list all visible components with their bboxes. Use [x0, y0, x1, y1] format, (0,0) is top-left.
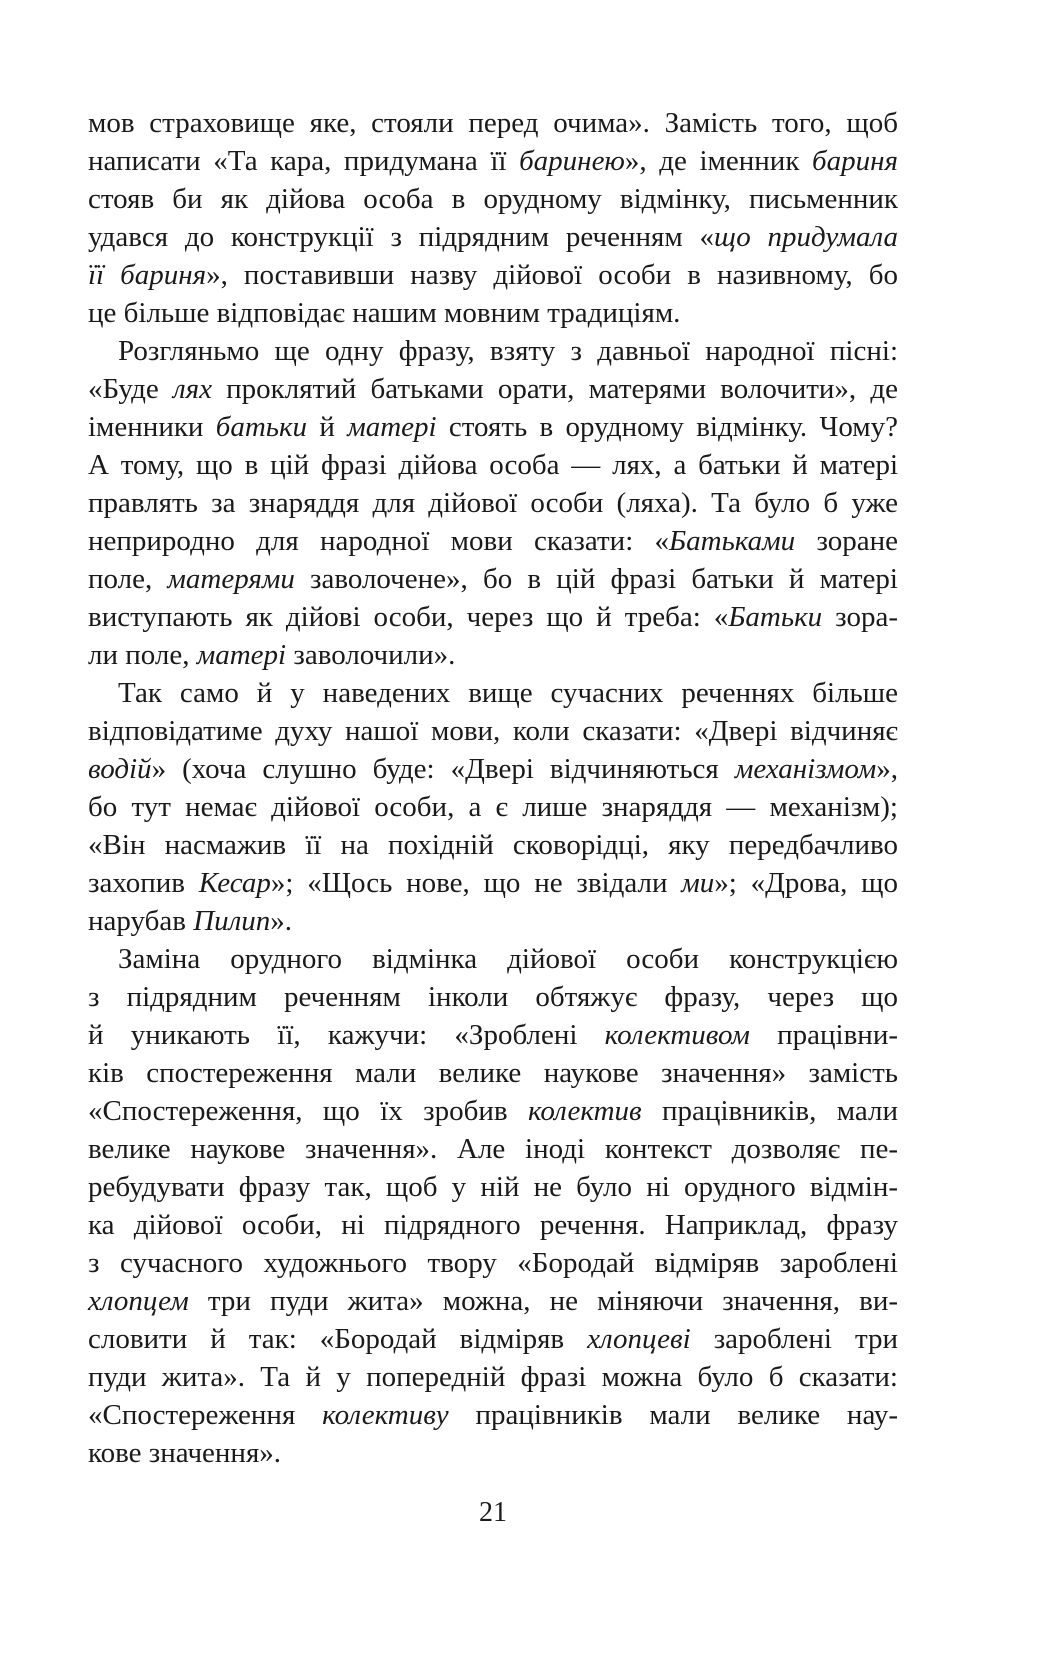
text-run: зора-	[822, 601, 898, 633]
text-run: », де іменник	[624, 145, 813, 177]
text-run: поле,	[88, 563, 168, 595]
text-line	[88, 1206, 898, 1244]
text-line	[88, 674, 898, 712]
text-run: А тому, що в цій фразі дійова особа — лях, а батьки й матері	[88, 449, 898, 481]
text-run: заволочили».	[286, 639, 456, 671]
text-line	[88, 1282, 898, 1320]
text-run: » (хоча слушно буде: «Двері відчиняються	[151, 753, 735, 785]
text-line	[88, 294, 898, 332]
text-run: мов страховище яке, стояли перед очима». Замість того, щоб	[88, 107, 898, 139]
text-line	[88, 1434, 898, 1472]
text-line	[88, 598, 898, 636]
text-run: заволочене», бо в цій фразі батьки й матері	[294, 563, 898, 595]
text-run-italic: матерями	[167, 563, 295, 595]
text-line	[88, 750, 898, 788]
text-run-italic: хлопцеві	[587, 1323, 691, 1355]
text-run: проклятий батьками орати, матерями волочити», де	[211, 373, 899, 405]
text-line	[88, 978, 898, 1016]
text-line	[88, 864, 898, 902]
text-run-italic: Пилип	[193, 905, 271, 937]
text-run: », поставивши назву дійової особи в називному, бо	[206, 259, 898, 291]
text-run: ».	[270, 905, 293, 937]
text-run: удався до конструкції з підрядним реченням «	[88, 221, 714, 253]
text-run: правлять за знаряддя для дійової особи (ляха). Та було б уже	[88, 487, 898, 519]
text-run: зароблені три	[690, 1323, 898, 1355]
text-run: Заміна орудного відмінка дійової особи конструкцією	[118, 943, 898, 975]
text-run: зоране	[795, 525, 898, 557]
text-line	[88, 1016, 898, 1054]
text-line	[88, 636, 898, 674]
text-run: »,	[876, 753, 898, 785]
text-line	[88, 142, 898, 180]
text-run-italic: ми	[681, 867, 715, 899]
text-run: з підрядним реченням інколи обтяжує фразу, через що	[88, 981, 898, 1013]
text-run-italic: Кесар	[198, 867, 271, 899]
text-run-italic: колектив	[527, 1095, 642, 1127]
text-run-italic: її бариня	[88, 259, 207, 291]
text-line	[88, 1130, 898, 1168]
text-line	[88, 408, 898, 446]
text-run: «Буде	[88, 373, 173, 405]
text-line	[88, 218, 898, 256]
text-run: виступають як дійові особи, через що й треба: «	[88, 601, 729, 633]
text-run: працівників мали велике нау-	[448, 1399, 898, 1431]
text-run: іменники	[88, 411, 216, 443]
text-run-italic: що придумала	[714, 221, 898, 253]
text-line	[88, 902, 898, 940]
text-run: «Спостереження, що їх зробив	[88, 1095, 528, 1127]
text-run-italic: колективом	[604, 1019, 750, 1051]
text-run-italic: матері	[347, 411, 437, 443]
text-run-italic: бариня	[812, 145, 898, 177]
text-run: словити й так: «Бородай відміряв	[88, 1323, 588, 1355]
page-number: 21	[479, 1497, 507, 1528]
text-line	[88, 332, 898, 370]
text-run: нарубав	[88, 905, 194, 937]
text-run-italic: механізмом	[734, 753, 877, 785]
text-run: ребудувати фразу так, щоб у ній не було ні орудного відмін-	[88, 1171, 898, 1203]
text-line	[88, 1320, 898, 1358]
text-line	[88, 1054, 898, 1092]
text-run: працівни-	[749, 1019, 898, 1051]
text-run: Розгляньмо ще одну фразу, взяту з давньої народної пісні:	[118, 335, 898, 367]
text-run-italic: матері	[196, 639, 287, 671]
text-run-italic: водій	[88, 753, 152, 785]
text-line	[88, 104, 898, 142]
text-line	[88, 484, 898, 522]
text-run-italic: баринею	[519, 145, 625, 177]
text-run-italic: Батьки	[728, 601, 823, 633]
text-run: ка дійової особи, ні підрядного речення. Наприклад, фразу	[88, 1209, 898, 1241]
text-line	[88, 1244, 898, 1282]
text-run: кове значення».	[88, 1437, 282, 1469]
text-run: «Він насмажив її на похідній сковорідці, яку передбачливо	[88, 829, 898, 861]
text-run: написати «Та кара, придумана її	[88, 145, 520, 177]
text-line	[88, 370, 898, 408]
text-run: три пуди жита» можна, не міняючи значення, ви-	[188, 1285, 898, 1317]
text-line	[88, 826, 898, 864]
text-run: захопив	[88, 867, 199, 899]
text-line	[88, 446, 898, 484]
text-run-italic: колективу	[322, 1399, 449, 1431]
text-line	[88, 940, 898, 978]
text-run: «Спостереження	[88, 1399, 323, 1431]
text-line	[88, 1092, 898, 1130]
text-run: з сучасного художнього твору «Бородай відміряв зароблені	[88, 1247, 898, 1279]
text-run: це більше відповідає нашим мовним традиціям.	[88, 297, 681, 329]
text-run: й уникають її, кажучи: «Зроблені	[88, 1019, 605, 1051]
text-run: ків спостереження мали велике наукове значення» замість	[88, 1057, 898, 1089]
text-line	[88, 1396, 898, 1434]
text-line	[88, 788, 898, 826]
text-run: пуди жита». Та й у попередній фразі можна було б сказати:	[88, 1361, 898, 1393]
text-run: ли поле,	[88, 639, 197, 671]
text-run-italic: батьки	[215, 411, 308, 443]
text-line	[88, 712, 898, 750]
text-line	[88, 522, 898, 560]
text-run: »; «Щось нове, що не звідали	[270, 867, 682, 899]
text-run: відповідатиме духу нашої мови, коли сказати: «Двері відчиняє	[88, 715, 898, 747]
text-line	[88, 560, 898, 598]
text-line	[88, 180, 898, 218]
text-run: й	[307, 411, 348, 443]
text-run: стояв би як дійова особа в орудному відмінку, письменник	[88, 183, 898, 215]
text-line	[88, 1168, 898, 1206]
text-line	[88, 1358, 898, 1396]
text-run: Так само й у наведених вище сучасних реченнях більше	[118, 677, 898, 709]
text-run-italic: хлопцем	[88, 1285, 189, 1317]
text-run: »; «Дрова, що	[714, 867, 898, 899]
page-text	[88, 104, 898, 1472]
text-run: бо тут немає дійової особи, а є лише знаряддя — механізм);	[88, 791, 898, 823]
text-run: працівників, мали	[641, 1095, 898, 1127]
text-run: неприродно для народної мови сказати: «	[88, 525, 670, 557]
text-run: стоять в орудному відмінку. Чому?	[436, 411, 898, 443]
text-run-italic: Батьками	[669, 525, 796, 557]
text-run: велике наукове значення». Але іноді контекст дозволяє пе-	[88, 1133, 898, 1165]
text-run-italic: лях	[172, 373, 212, 405]
text-line	[88, 256, 898, 294]
